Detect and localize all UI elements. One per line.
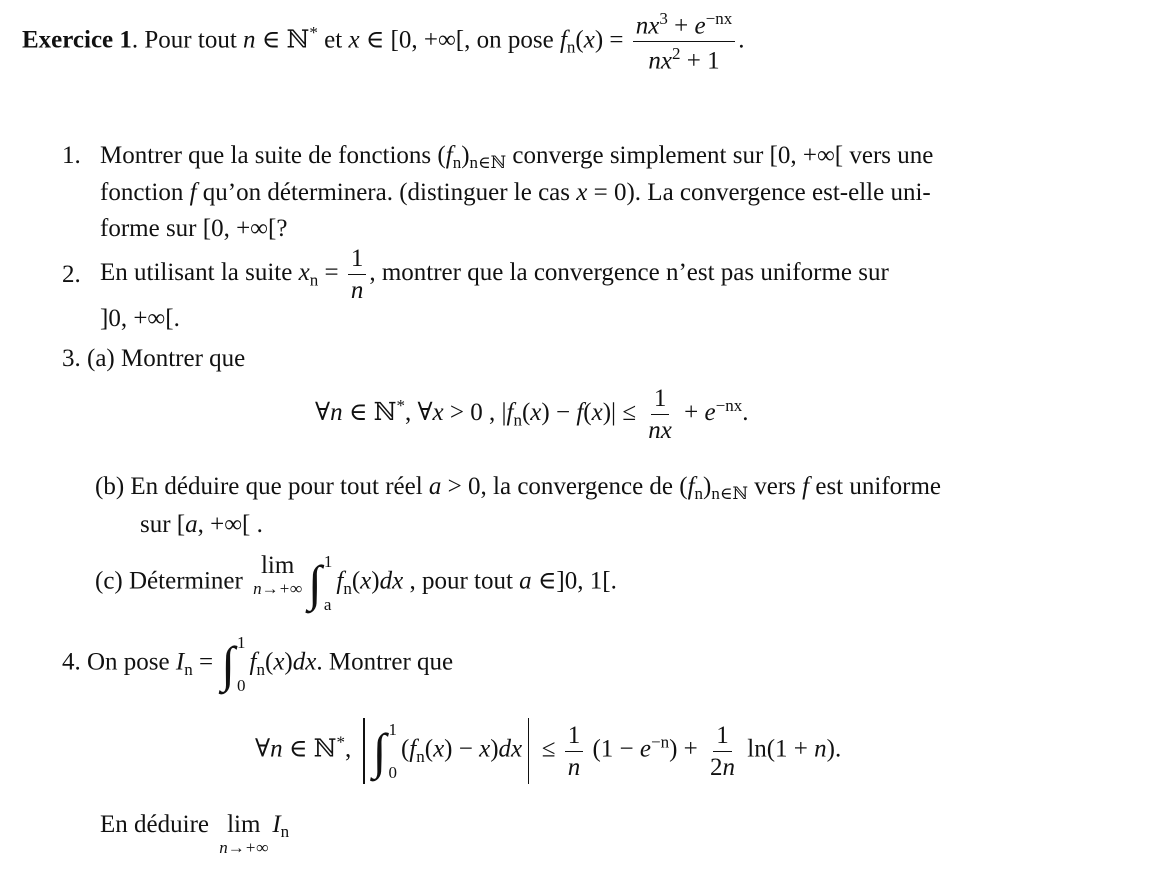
question-1-number [62,143,81,168]
text-run: , [344,735,358,763]
text-run: ( [575,26,584,54]
text-run: ]0, +∞[. [100,305,180,332]
text-run: . [742,399,749,427]
text-run: ∈ ℕ [255,26,310,54]
text-run: En déduire [100,811,216,838]
text-run: + [667,12,695,40]
math-variable: dx [379,567,404,595]
math-variable: x [583,26,595,54]
math-variable: x [433,735,445,763]
text-run: ln(1 + [741,735,815,763]
question-4-formula [255,718,841,784]
text-run: En utilisant la suite [100,259,299,287]
text-run: = [318,259,345,287]
math-variable: x [273,648,285,676]
text-run: 1. [62,142,81,169]
math-variable: n [722,753,736,781]
subscript: n [280,822,290,842]
math-variable: n [814,735,827,763]
denominator [707,752,738,780]
limit-subscript: n→+∞ [219,838,269,857]
math-variable: a [185,511,198,538]
math-variable: f [336,567,344,595]
lower-bound: a [323,595,332,614]
question-3c [95,553,617,613]
subscript: n [513,410,522,430]
question-3b-line-1 [95,474,941,502]
text-run: ( [424,735,434,763]
math-variable: I [175,648,185,676]
text-run: ). [826,735,842,763]
text-run: 1 [716,721,729,749]
math-variable: x [576,179,588,206]
text-run: converge simplement sur [0, +∞[ vers une [506,142,934,169]
text-run: ∀ [315,399,331,427]
text-run: ) + [669,735,705,763]
superscript: * [309,23,318,43]
math-variable: x [591,399,603,427]
math-variable: x [298,259,310,287]
text-run: , pour tout [403,567,520,595]
upper-bound: 1 [237,633,246,652]
math-variable: n [270,735,283,763]
subscript: n [309,270,319,290]
limit-subscript: n→+∞ [253,579,303,598]
text-run: ) − [541,399,577,427]
text-run: > 0 , | [443,399,507,427]
question-4-line-1 [62,634,453,694]
text-run: ) [371,567,380,595]
integral-bounds [324,553,333,613]
text-run: ) [703,473,712,500]
subscript: n [694,484,704,504]
fraction [348,246,367,303]
text-run: ) [461,142,470,169]
math-variable: e [639,735,651,763]
integral-bounds [237,634,246,694]
integral-sign-icon: ∫ [221,636,236,692]
numerator [565,723,584,752]
math-variable: dx [292,648,317,676]
text-run: ∈ ℕ [282,735,337,763]
exercise-title [22,10,744,74]
denominator [565,752,584,780]
text-run: = [192,648,220,676]
text-run: > 0, la convergence de ( [441,473,688,500]
upper-bound: 1 [323,552,333,571]
text-run: ∈ ℕ [342,399,397,427]
superscript: 3 [659,9,668,28]
subscript: n∈ℕ [711,484,748,504]
math-variable: f [559,26,567,54]
text-run: ∈ [0, +∞[, on pose [359,26,560,54]
denominator [348,275,367,303]
question-3b-line-2 [140,512,263,537]
numerator [713,723,732,752]
question-3a-intro [62,346,245,371]
upper-bound: 1 [388,720,397,739]
math-variable: x [479,735,491,763]
text-run: fonction [100,179,190,206]
text-run: ( [583,399,592,427]
integral-bounds [388,721,397,781]
integral-sign-icon: ∫ [308,555,322,611]
integral [373,721,397,781]
math-variable: f [409,735,417,763]
superscript: 2 [671,44,681,64]
text-run: 1 [653,385,667,412]
text-run: + 1 [680,47,720,75]
math-variable: e [694,12,706,40]
denominator [645,42,722,73]
integral [308,553,332,613]
limit-operator: lim [227,811,261,838]
text-run: Montrer que la suite de fonctions ( [100,142,446,169]
text-run: 3. (a) Montrer que [62,345,246,372]
text-run: = 0). La convergence est-elle uni- [587,179,931,206]
math-variable: n [350,277,364,304]
numerator [651,386,670,415]
text-run: et [317,26,349,54]
text-run: sur [ [140,511,186,538]
text-run: forme sur [0, +∞[? [100,215,288,242]
text-run: . Montrer que [316,648,454,676]
text-run: ( [351,567,361,595]
integral [221,634,245,694]
text-run: ( [521,399,531,427]
fraction [565,723,584,780]
math-variable: n [330,399,343,427]
text-run: 2. [62,261,81,288]
superscript: * [336,732,345,752]
numerator [348,246,367,275]
superscript: −nx [715,395,743,415]
math-variable: n [243,26,256,54]
question-2-line-2 [100,306,180,331]
text-run: , ∀ [404,399,433,427]
text-run: , montrer que la convergence n’est pas uniforme sur [369,259,889,287]
math-variable: f [687,473,695,500]
text-run: ) [490,735,499,763]
lower-bound: 0 [388,763,397,782]
question-1-line-2 [100,180,931,205]
text-run: (1 − [586,735,640,763]
text-run: . [738,26,745,54]
lower-bound: 0 [237,676,246,695]
text-run: (c) Déterminer [95,567,250,595]
math-variable: nx [648,47,672,75]
text-run: ) − [444,735,480,763]
math-variable: nx [635,12,660,40]
fraction [633,10,735,74]
text-run: vers [748,473,803,500]
math-variable: f [506,399,514,427]
math-variable: a [428,473,442,500]
text-run: qu’on déterminera. (distinguer le cas [196,179,577,206]
fraction [645,386,675,443]
text-run: (b) En déduire que pour tout réel [95,473,429,500]
text-run: ( [264,648,274,676]
text-run: )| ≤ [602,399,643,427]
question-3a-formula [315,386,748,443]
fraction [707,723,738,780]
limit [219,812,268,856]
math-variable: a [519,567,532,595]
text-run: 4. On pose [62,648,176,676]
text-run: 1 [350,245,364,272]
math-variable: f [802,473,810,500]
text-run: . Pour tout [131,26,244,54]
math-variable: x [432,399,444,427]
integral-sign-icon: ∫ [372,723,387,779]
superscript: −nx [705,9,733,28]
text-run: ( [400,735,410,763]
numerator [633,10,735,42]
question-1-line-1 [100,143,933,171]
math-variable: f [576,399,584,427]
math-variable: e [704,399,716,427]
subscript: n [256,659,265,679]
question-2-line-1 [100,246,889,303]
text-run: ∀ [255,735,271,763]
subscript: n [416,746,425,766]
math-variable: dx [498,735,523,763]
exercise-label: Exercice 1 [22,26,132,54]
limit [253,553,302,597]
math-variable: n [567,753,581,781]
denominator [645,415,675,443]
math-variable: f [445,142,453,169]
math-variable: x [360,567,372,595]
math-variable: I [272,811,281,838]
superscript: −n [650,732,670,752]
subscript: n [184,659,193,679]
absolute-value-bar [363,718,364,784]
text-run: 2 [710,753,723,781]
question-1-line-3 [100,216,287,241]
text-run: ) = [594,26,630,54]
limit-operator: lim [260,552,295,579]
math-variable: f [189,179,197,206]
subscript: n [452,153,462,173]
math-variable: x [530,399,542,427]
subscript: n∈ℕ [469,153,507,173]
text-run: ∈]0, 1[. [531,567,617,595]
text-run: ≤ [535,735,562,763]
text-run: + [677,399,705,427]
question-2-number [62,262,81,287]
question-4-conclusion [100,812,289,856]
math-variable: nx [648,417,672,444]
text-run: 1 [567,721,581,749]
text-run: , +∞[ . [197,511,263,538]
subscript: n [566,37,576,57]
math-variable: f [249,648,257,676]
text-run: est uniforme [809,473,942,500]
absolute-value-bar [528,718,529,784]
subscript: n [343,578,352,598]
superscript: * [396,395,405,415]
text-run: ) [284,648,293,676]
math-variable: x [348,26,360,54]
